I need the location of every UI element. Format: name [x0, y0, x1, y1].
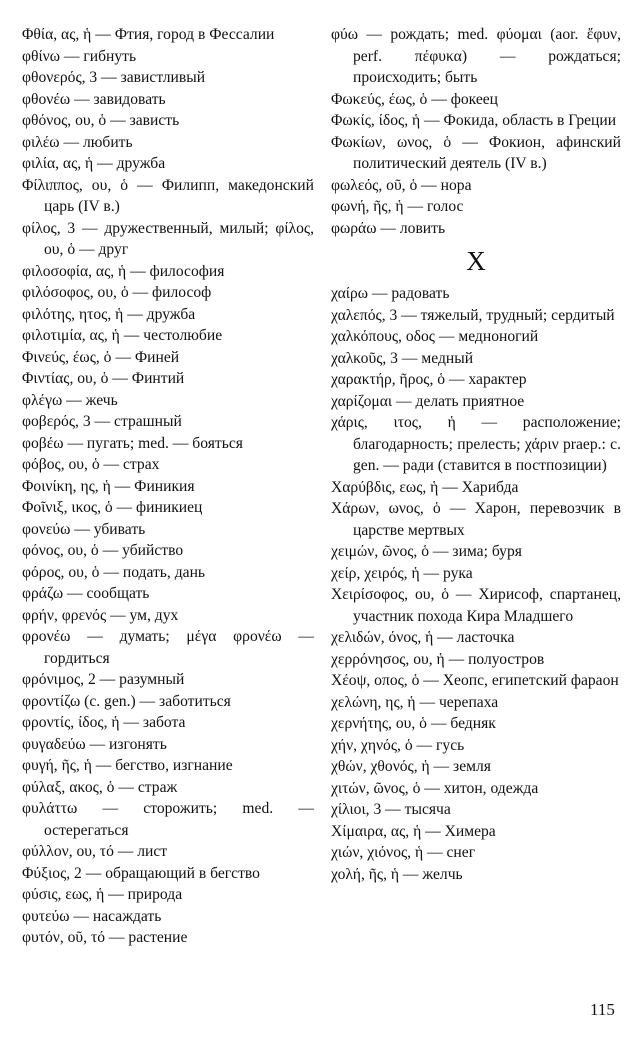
dictionary-entry: Φθία, ας, ἡ — Фтия, город в Фессалии: [22, 26, 275, 43]
dictionary-entry: χειμών, ῶνος, ὁ — зима; буря: [331, 543, 522, 560]
dictionary-entry: χελιδών, όνος, ἡ — ласточка: [331, 629, 515, 646]
dictionary-entry: φυγή, ῆς, ἡ — бегство, изгнание: [22, 757, 233, 774]
dictionary-entry: φοβερός, 3 — страшный: [22, 413, 182, 430]
dictionary-entry: Φοινίκη, ης, ἡ — Финикия: [22, 477, 195, 495]
dictionary-entry: χιών, χιόνος, ἡ — снег: [331, 844, 476, 861]
dictionary-entry: Φύξιος, 2 — обращающий в бегство: [22, 864, 260, 882]
dictionary-entry: φωράω — ловить: [331, 219, 446, 237]
dictionary-entry: χερνήτης, ου, ὁ — бедняк: [331, 715, 496, 732]
dictionary-entry: Χάρων, ωνος, ὁ — Харон, перевозчик в царстве мертвых: [331, 500, 621, 539]
dictionary-entry: φιλέω — любить: [22, 133, 133, 151]
dictionary-entry: φύω — рождать; med. φύομαι (aor. ἔφυν, perf. πέφυκα) — рождаться; происходить; быть: [331, 26, 621, 86]
dictionary-entry: φυτόν, οῦ, τό — растение: [22, 929, 188, 946]
dictionary-entry: φύλλον, ου, τό — лист: [22, 843, 168, 860]
dictionary-entry: φρόνιμος, 2 — разумный: [22, 671, 185, 688]
right-column: [331, 24, 621, 885]
dictionary-entry: χείρ, χειρός, ἡ — рука: [331, 564, 473, 582]
dictionary-entry: φυγαδεύω — изгонять: [22, 735, 167, 753]
dictionary-entry: Χειρίσοφος, ου, ὁ — Хирисоф, спартанец, участник похода Кира Младшего: [331, 586, 621, 625]
dictionary-entry: χαλκόπους, οδος — медноногий: [331, 328, 539, 345]
dictionary-entry: χελώνη, ης, ἡ — черепаха: [331, 693, 499, 711]
dictionary-entry: φίλος, 3 — дружественный, милый; φίλος, ου, ὁ — друг: [22, 219, 314, 258]
dictionary-entry: φυλάττω — сторожить; med. — остерегаться: [22, 800, 314, 839]
dictionary-entry: χίλιοι, 3 — тысяча: [331, 801, 451, 818]
dictionary-entry: χαρακτήρ, ῆρος, ὁ — характер: [331, 371, 527, 388]
dictionary-entry: χαρίζομαι — делать приятное: [331, 392, 525, 410]
dictionary-entry: φιλοτιμία, ας, ἡ — честолюбие: [22, 327, 223, 344]
dictionary-entry: φθονερός, 3 — завистливый: [22, 69, 206, 86]
dictionary-entry: χολή, ῆς, ἡ — желчь: [331, 865, 463, 883]
dictionary-entry: Φιντίας, ου, ὁ — Финтий: [22, 370, 185, 387]
dictionary-entry: Χέοψ, οπος, ὁ — Хеопс, египетский фараон: [331, 672, 619, 689]
letter-heading: Χ: [466, 246, 486, 276]
dictionary-entry: χερρόνησος, ου, ἡ — полуостров: [331, 650, 545, 668]
dictionary-entry: φωλεός, οῦ, ὁ — нора: [331, 176, 472, 194]
dictionary-entry: Φωκίς, ίδος, ἡ — Фокида, область в Греции: [331, 112, 617, 129]
dictionary-entry: φλέγω — жечь: [22, 391, 118, 409]
dictionary-entry: χιτών, ῶνος, ὁ — хитон, одежда: [331, 779, 539, 797]
dictionary-entry: φυτεύω — насаждать: [22, 907, 162, 925]
dictionary-entry: φθονέω — завидовать: [22, 90, 166, 108]
dictionary-entry: φύσις, εως, ἡ — природа: [22, 886, 183, 903]
dictionary-entry: χαλκοῦς, 3 — медный: [331, 349, 474, 367]
dictionary-entry: φοβέω — пугать; med. — бояться: [22, 434, 243, 452]
dictionary-entry: Φινεύς, έως, ὁ — Финей: [22, 348, 180, 366]
dictionary-entry: χθών, χθονός, ἡ — земля: [331, 758, 491, 775]
dictionary-entry: χάρις, ιτος, ἡ — расположение; благодарность; прелесть; χάριν praep.: c. gen. — ради (ставится в постпозиции): [331, 414, 621, 474]
dictionary-entry: φωνή, ῆς, ἡ — голос: [331, 198, 464, 215]
dictionary-entry: φιλόσοφος, ου, ὁ — философ: [22, 284, 212, 301]
dictionary-entry: φράζω — сообщать: [22, 585, 150, 602]
dictionary-entry: φύλαξ, ακος, ὁ — страж: [22, 778, 178, 796]
dictionary-entry: φρονέω — думать; μέγα φρονέω — гордиться: [22, 628, 314, 667]
dictionary-entry: χαλεπός, 3 — тяжелый, трудный; сердитый: [331, 306, 615, 324]
dictionary-entry: φιλότης, ητος, ἡ — дружба: [22, 305, 196, 323]
dictionary-entry: Φωκεύς, έως, ὁ — фокеец: [331, 90, 499, 108]
dictionary-entry: φροντίζω (c. gen.) — заботиться: [22, 692, 231, 710]
page-number: 115: [590, 1000, 615, 1019]
dictionary-entry: Φωκίων, ωνος, ὁ — Фокион, афинский политический деятель (IV в.): [331, 133, 621, 172]
dictionary-entry: Φοῖνιξ, ικος, ὁ — финикиец: [22, 499, 203, 516]
dictionary-entry: Χαρύβδις, εως, ἡ — Харибда: [331, 478, 519, 496]
dictionary-entry: φονεύω — убивать: [22, 520, 146, 538]
dictionary-entry: Χίμαιρα, ας, ἡ — Химера: [331, 822, 496, 840]
dictionary-entry: φθίνω — гибнуть: [22, 47, 137, 65]
dictionary-entry: φιλοσοφία, ας, ἡ — философия: [22, 262, 225, 280]
dictionary-entry: φόρος, ου, ὁ — подать, дань: [22, 563, 206, 581]
dictionary-entry: Φίλιππος, ου, ὁ — Филипп, македонский царь (IV в.): [22, 176, 314, 215]
dictionary-entry: φρήν, φρενός — ум, дух: [22, 606, 179, 624]
dictionary-entry: φόβος, ου, ὁ — страх: [22, 456, 160, 473]
dictionary-entry: φροντίς, ίδος, ἡ — забота: [22, 714, 186, 731]
dictionary-entry: χαίρω — радовать: [331, 285, 450, 302]
dictionary-entry: χήν, χηνός, ὁ — гусь: [331, 736, 465, 754]
dictionary-entry: φιλία, ας, ἡ — дружба: [22, 155, 166, 172]
left-column: [22, 24, 314, 949]
dictionary-entry: φθόνος, ου, ὁ — зависть: [22, 112, 180, 129]
dictionary-entry: φόνος, ου, ὁ — убийство: [22, 542, 184, 559]
